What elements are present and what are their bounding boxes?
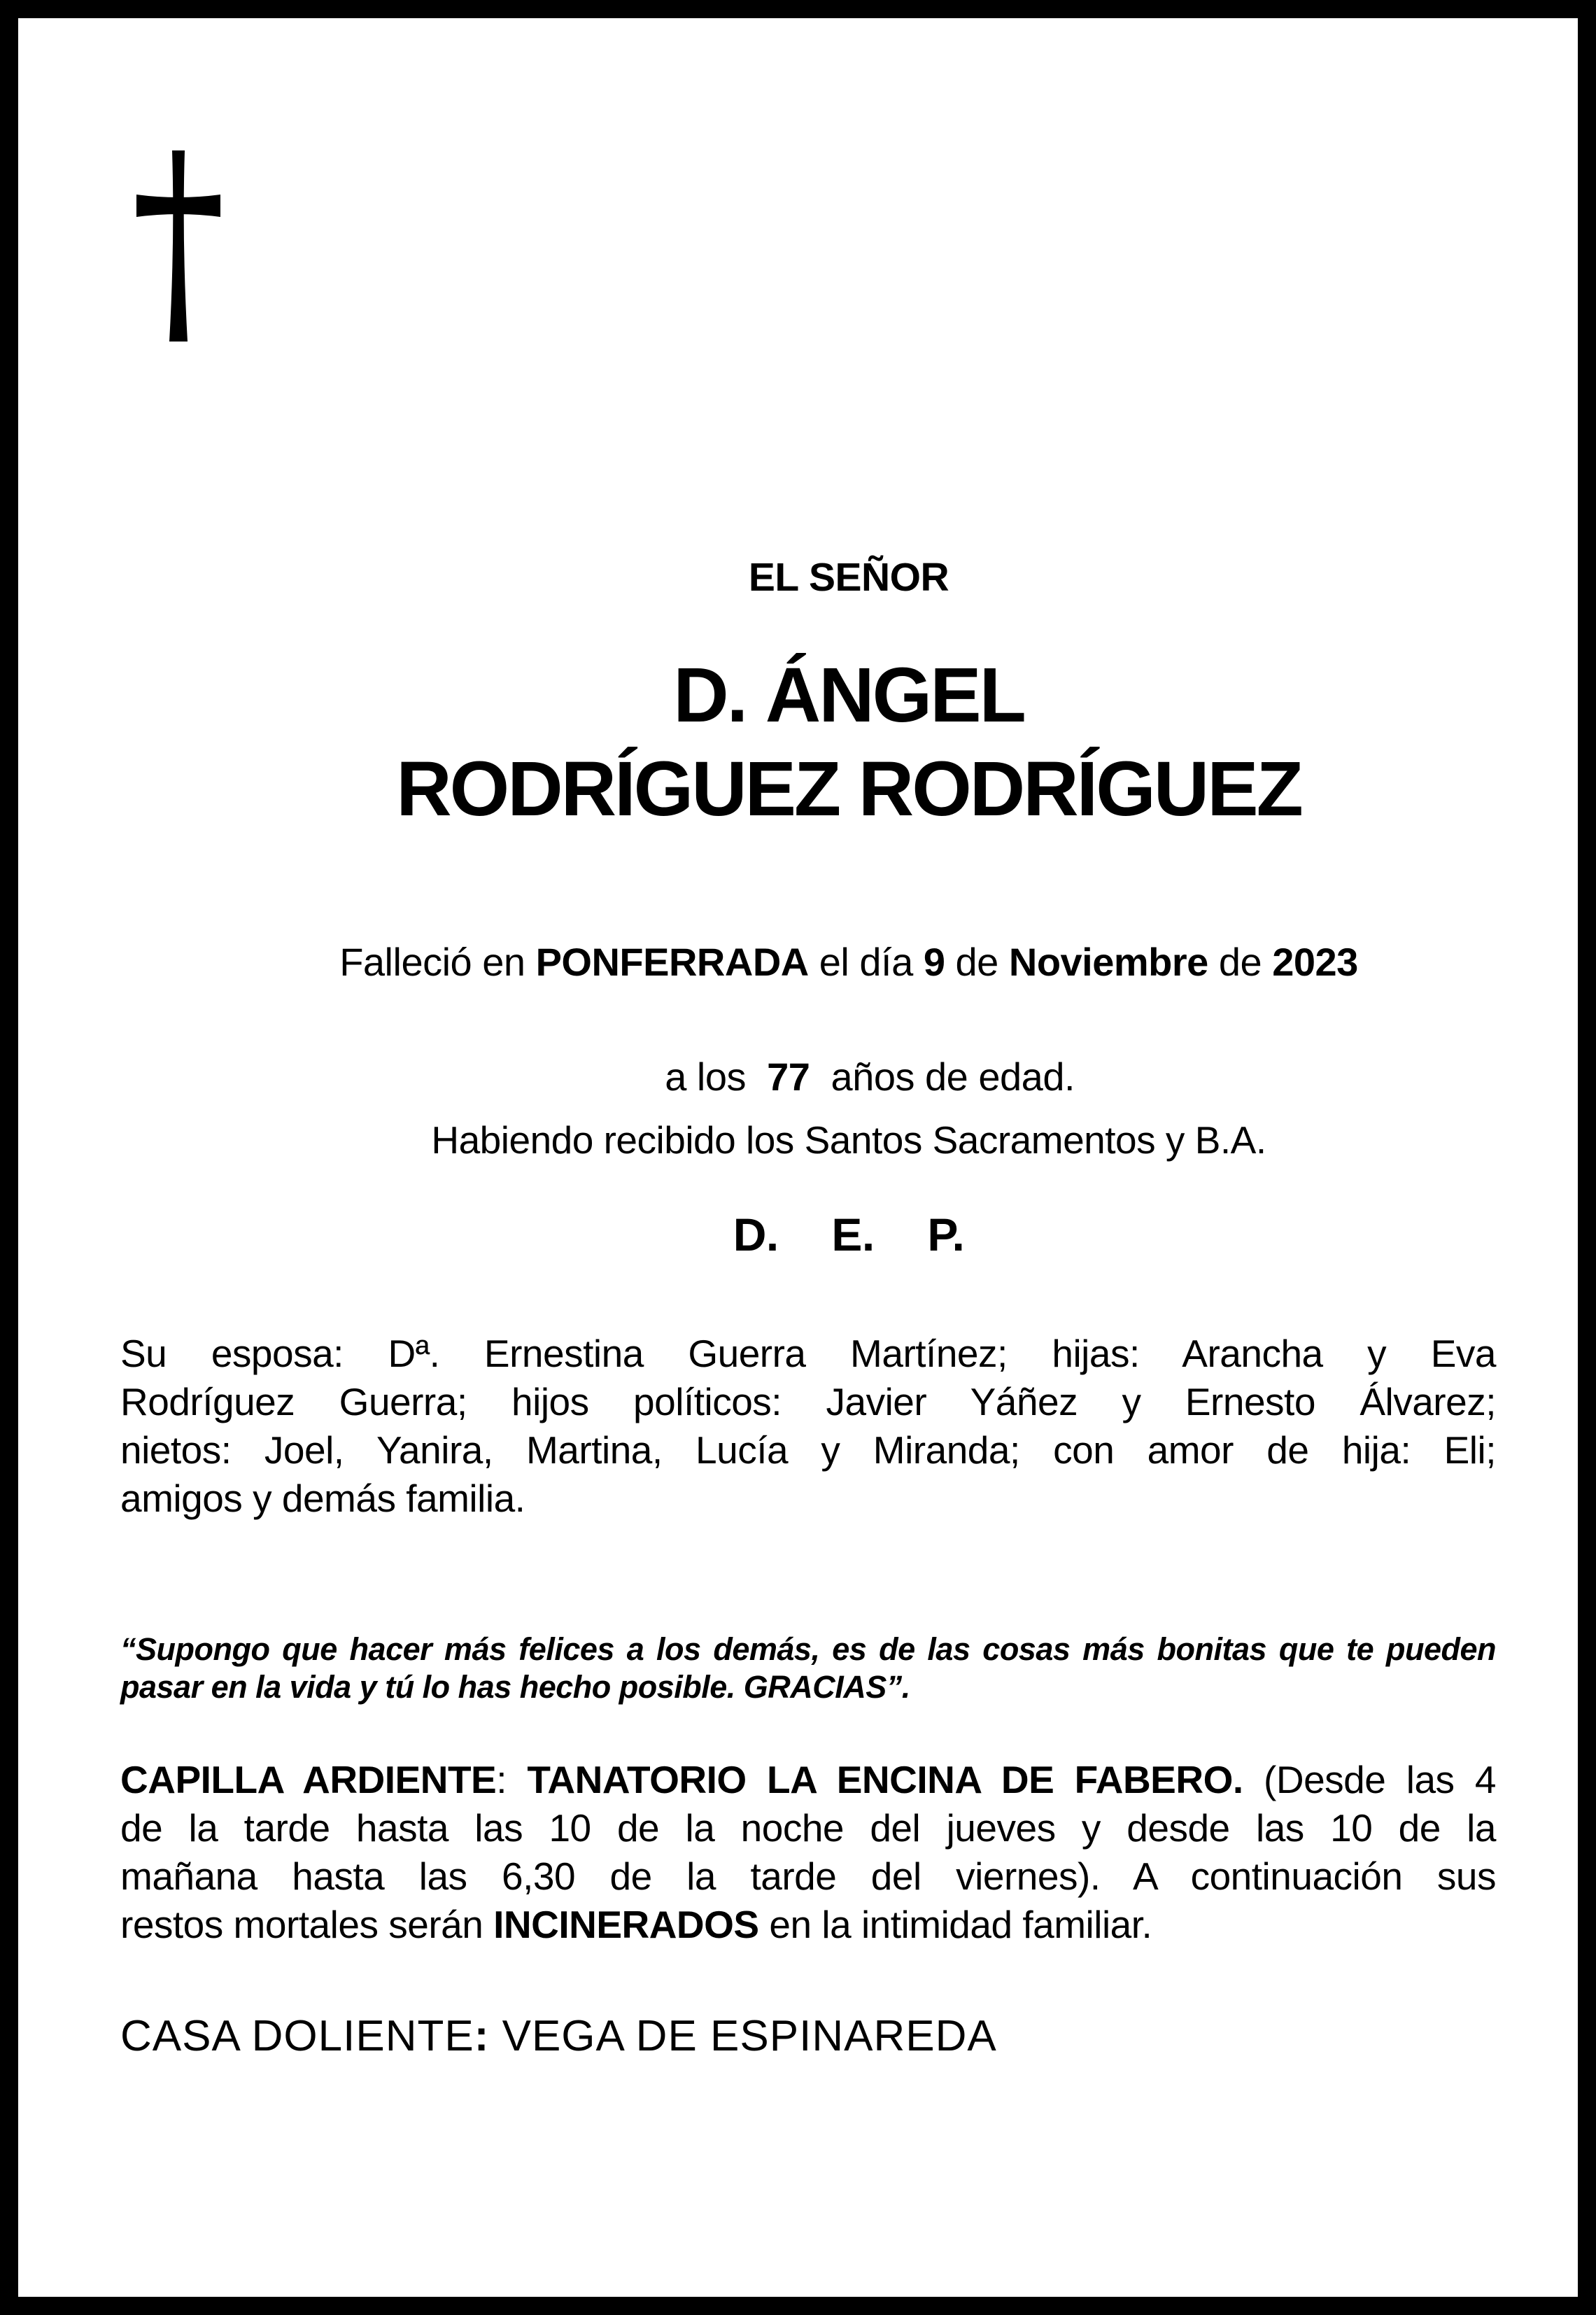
memorial-quote	[120, 1631, 1496, 1706]
death-place: PONFERRADA	[535, 940, 809, 984]
death-date-text: Falleció en	[339, 940, 536, 984]
mourning-home-line: CASA DOLIENTE: VEGA DE ESPINAREDA	[120, 2012, 997, 2060]
wake-venue: TANATORIO LA ENCINA DE FABERO.	[507, 1758, 1243, 1801]
family-line: amigos y demás familia.	[120, 1477, 525, 1520]
honorific-heading: EL SEÑOR	[748, 555, 949, 600]
wake-line: restos mortales serán INCINERADOS en la intimidad familiar.	[120, 1903, 1152, 1946]
death-year: 2023	[1272, 940, 1358, 984]
quote-line: “Supongo que hacer más felices a los demás, es de las cosas más bonitas que te pueden	[120, 1631, 1496, 1667]
quote-line: pasar en la vida y tú lo has hecho posible. GRACIAS”.	[120, 1669, 910, 1705]
wake-paragraph	[120, 1756, 1496, 1949]
deceased-name-line1: D. ÁNGEL	[673, 652, 1024, 738]
family-line: Rodríguez Guerra; hijos políticos: Javier Yáñez y Ernesto Álvarez;	[120, 1380, 1496, 1423]
dep-heading: D. E. P.	[733, 1209, 965, 1260]
age-line: a los 77 años de edad.	[665, 1055, 1075, 1099]
family-line: nietos: Joel, Yanira, Martina, Lucía y Miranda; con amor de hija: Eli;	[120, 1428, 1496, 1472]
age-value: 77	[767, 1055, 810, 1099]
wake-line: de la tarde hasta las 10 de la noche del jueves y desde las 10 de la	[120, 1806, 1496, 1850]
family-line: Su esposa: Dª. Ernestina Guerra Martínez; hijas: Arancha y Eva	[120, 1332, 1496, 1375]
latin-cross-icon	[136, 150, 220, 343]
wake-line: CAPILLA ARDIENTE: TANATORIO LA ENCINA DE FABERO. (Desde las 4	[120, 1758, 1497, 1801]
cremation-word: INCINERADOS	[493, 1903, 759, 1946]
mourning-home-label: CASA DOLIENTE	[120, 2012, 474, 2060]
deceased-name-line2: RODRÍGUEZ RODRÍGUEZ	[396, 746, 1301, 832]
death-date-line: Falleció en PONFERRADA el día 9 de Noviembre de 2023	[339, 940, 1358, 984]
family-paragraph	[120, 1330, 1496, 1523]
wake-label: CAPILLA ARDIENTE	[120, 1758, 497, 1801]
death-day: 9	[923, 940, 945, 984]
sacraments-line: Habiendo recibido los Santos Sacramentos y B.A.	[431, 1118, 1266, 1162]
wake-line: mañana hasta las 6,30 de la tarde del viernes). A continuación sus	[120, 1855, 1496, 1898]
death-month: Noviembre	[1008, 940, 1208, 984]
mourning-home-value: VEGA DE ESPINAREDA	[489, 2012, 997, 2060]
